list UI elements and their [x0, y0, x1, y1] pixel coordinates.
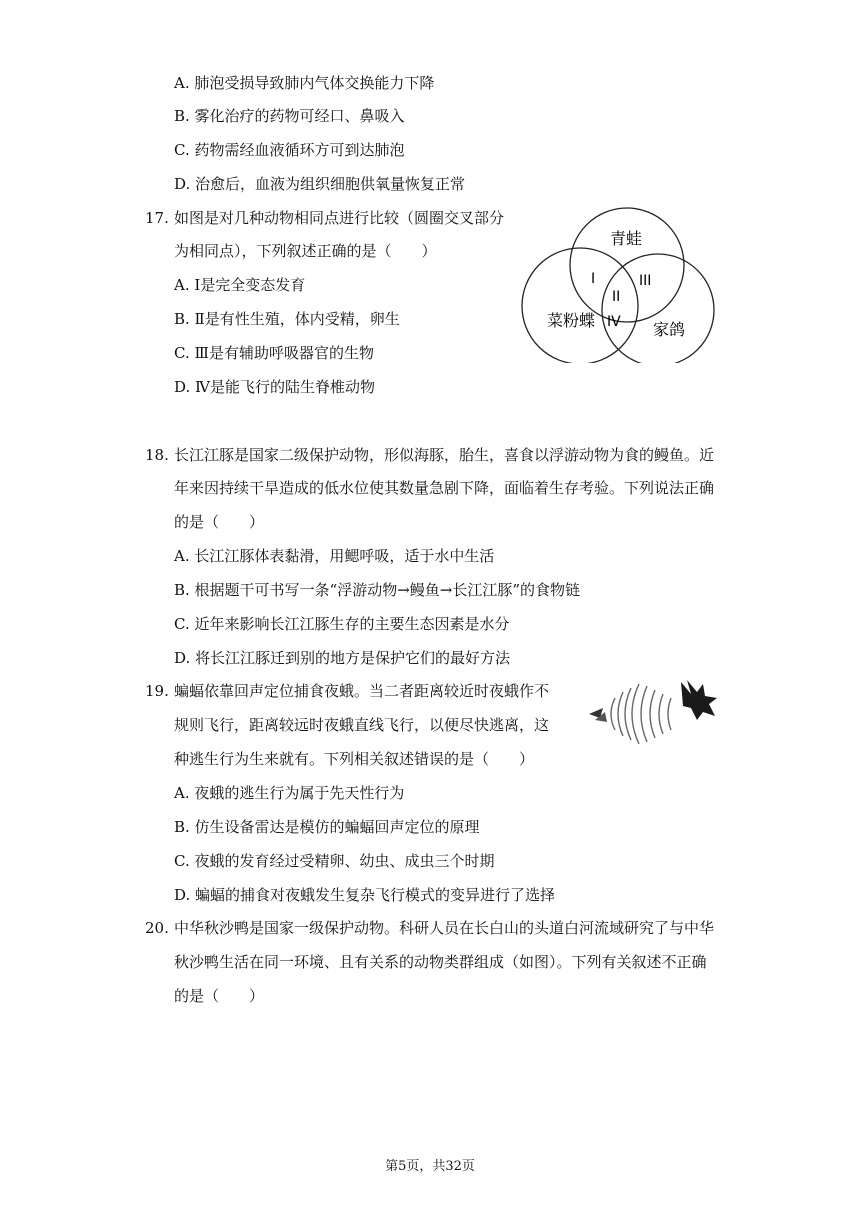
venn-diagram	[515, 198, 720, 363]
q17-option-b: B. Ⅱ是有性生殖，体内受精，卵生	[174, 310, 400, 328]
region-2-label: II	[612, 289, 621, 305]
q17-option-c: C. Ⅲ是有辅助呼吸器官的生物	[174, 344, 374, 362]
q17-stem-line-2: 为相同点），下列叙述正确的是（ ）	[174, 242, 437, 260]
region-4-label: IV	[607, 314, 621, 330]
q20-number: 20.	[145, 919, 169, 937]
q17-stem-line-1: 如图是对几种动物相同点进行比较（圆圈交叉部分	[174, 209, 505, 227]
q16-option-a: A. 肺泡受损导致肺内气体交换能力下降	[174, 74, 435, 92]
q20-stem-line-1: 中华秋沙鸭是国家一级保护动物。科研人员在长白山的头道白河流域研究了与中华	[174, 919, 715, 937]
q18-option-c: C. 近年来影响长江江豚生存的主要生态因素是水分	[174, 615, 510, 633]
q16-option-c: C. 药物需经血液循环方可到达肺泡	[174, 141, 405, 159]
q19-option-b: B. 仿生设备雷达是模仿的蝙蝠回声定位的原理	[174, 818, 480, 836]
q20-stem-line-2: 秋沙鸭生活在同一环境、且有关系的动物类群组成（如图）。下列有关叙述不正确	[174, 953, 707, 971]
q19-stem-line-3: 种逃生行为生来就有。下列相关叙述错误的是（ ）	[174, 750, 535, 768]
q17-option-d: D. Ⅳ是能飞行的陆生脊椎动物	[174, 378, 376, 396]
q19-stem-line-2: 规则飞行，距离较远时夜蛾直线飞行，以便尽快逃离，这	[174, 716, 550, 734]
frog-label: 青蛙	[610, 229, 643, 248]
pigeon-circle	[602, 254, 714, 363]
butterfly-circle	[522, 248, 638, 363]
q17-option-a: A. Ⅰ是完全变态发育	[174, 276, 306, 294]
q16-option-b: B. 雾化治疗的药物可经口、鼻吸入	[174, 107, 405, 125]
q18-option-d: D. 将长江江豚迁到别的地方是保护它们的最好方法	[174, 649, 511, 667]
q20-stem-line-3: 的是（ ）	[174, 987, 265, 1005]
q19-option-d: D. 蝙蝠的捕食对夜蛾发生复杂飞行模式的变异进行了选择	[174, 886, 556, 904]
q19-number: 19.	[145, 682, 169, 700]
frog-circle	[570, 208, 684, 322]
bat-icon	[681, 680, 717, 720]
page-footer: 第5页，共32页	[385, 1159, 475, 1174]
q18-number: 18.	[145, 446, 169, 464]
region-1-label: I	[591, 271, 596, 287]
q17-number: 17.	[145, 209, 169, 227]
q18-stem-line-1: 长江江豚是国家二级保护动物，形似海豚，胎生，喜食以浮游动物为食的鳗鱼。近	[174, 446, 715, 464]
q18-option-a: A. 长江江豚体表黏滑，用鳃呼吸，适于水中生活	[174, 547, 495, 565]
bat-moth-illustration	[583, 672, 723, 750]
region-3-label: III	[639, 273, 652, 289]
moth-icon	[589, 708, 607, 722]
q19-stem-line-1: 蝙蝠依靠回声定位捕食夜蛾。当二者距离较近时夜蛾作不	[174, 682, 550, 700]
q18-stem-line-3: 的是（ ）	[174, 513, 265, 531]
q16-option-d: D. 治愈后，血液为组织细胞供氧量恢复正常	[174, 175, 466, 193]
q18-stem-line-2: 年来因持续干旱造成的低水位使其数量急剧下降，面临着生存考验。下列说法正确	[174, 479, 715, 497]
sound-waves	[611, 684, 671, 744]
q19-option-c: C. 夜蛾的发育经过受精卵、幼虫、成虫三个时期	[174, 852, 495, 870]
pigeon-label: 家鸽	[653, 320, 686, 339]
q18-option-b: B. 根据题干可书写一条“浮游动物→鳗鱼→长江江豚”的食物链	[174, 581, 581, 599]
butterfly-label: 菜粉蝶	[547, 311, 596, 330]
q19-option-a: A. 夜蛾的逃生行为属于先天性行为	[174, 784, 405, 802]
